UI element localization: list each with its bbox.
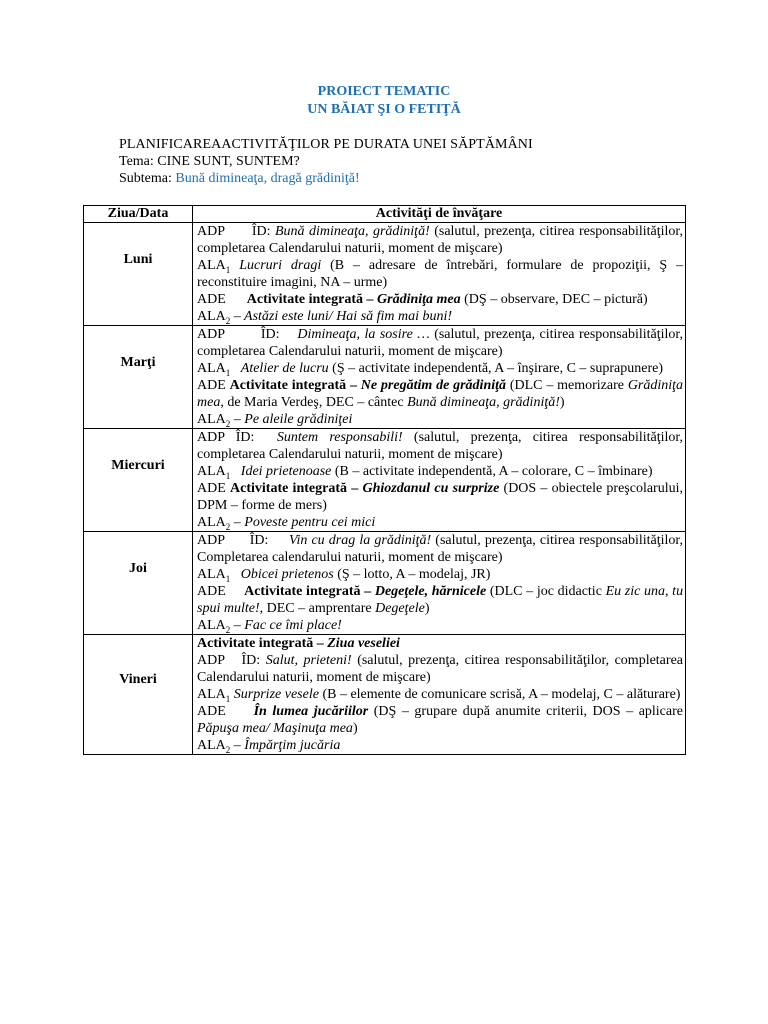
adp-line: ADP ÎD: Salut, prieteni! (salutul, prezenţa, citirea responsabilităţilor, completarea Calendarului naturii, moment de mişcare) xyxy=(197,653,683,685)
table-row xyxy=(84,635,686,755)
project-subtitle: UN BĂIAT ŞI O FETIŢĂ xyxy=(307,102,461,117)
project-title: PROIECT TEMATIC xyxy=(317,84,451,99)
day-cell: Miercuri xyxy=(84,429,193,532)
day-cell: Marţi xyxy=(84,326,193,429)
adp-line: ADP ÎD: Bună dimineaţa, grădiniţă! (salutul, prezenţa, citirea responsabilităţilor, completarea Calendarului naturii, moment de mişcare) xyxy=(197,224,684,256)
theme-label: Tema: xyxy=(119,154,158,169)
table-header-row xyxy=(84,206,686,223)
table-row xyxy=(84,429,686,532)
table-row xyxy=(84,326,686,429)
planning-heading: PLANIFICAREAACTIVITĂŢILOR PE DURATA UNEI SĂPTĂMÂNI xyxy=(119,137,533,152)
ala2-line: $ALA_2$ – Împărţim jucăria xyxy=(197,738,341,755)
ade-line: ADE Activitate integrată – Ne pregătim de grădiniţă (DLC – memorizare Grădiniţa mea, de Maria Verdeş, DEC – cântec Bună dimineaţa, grădiniţă!) xyxy=(197,378,684,410)
activities-cell xyxy=(193,223,686,326)
day-cell: Luni xyxy=(84,223,193,326)
ala2-line: $ALA_2$ – Fac ce îmi place! xyxy=(197,618,342,635)
ala1-line: $ALA_1$ Idei prietenoase (B – activitate independentă, A – colorare, C – îmbinare) xyxy=(197,464,653,481)
subtheme-label: Subtema: xyxy=(119,171,176,186)
ala1-line: $ALA_1$ Surprize vesele (B – elemente de comunicare scrisă, A – modelaj, C – alăturare) xyxy=(197,687,681,704)
ala2-line: $ALA_2$ – Poveste pentru cei mici xyxy=(197,515,376,532)
subtheme-line xyxy=(119,170,360,188)
activities-cell xyxy=(193,635,686,755)
day-cell: Joi xyxy=(84,532,193,635)
ala1-line: $ALA_1$ Obicei prietenos (Ş – lotto, A – modelaj, JR) xyxy=(197,567,491,584)
day-cell: Vineri xyxy=(84,635,193,755)
adp-line: ADP ÎD: Vin cu drag la grădiniţă! (salutul, prezenţa, citirea responsabilităţilor, Completarea calendarului naturii, moment de mişcare) xyxy=(197,533,684,565)
table-row xyxy=(84,223,686,326)
ade-line: ADE Activitate integrată – Ghiozdanul cu surprize (DOS – obiectele preşcolarului, DPM – forme de mers) xyxy=(197,481,684,513)
adp-line: ADP ÎD: Dimineaţa, la sosire … (salutul, prezenţa, citirea responsabilităţilor, completarea Calendarului naturii, moment de mişcare) xyxy=(197,327,684,359)
activities-cell xyxy=(193,532,686,635)
ala2-line: $ALA_2$ – Pe aleile grădiniţei xyxy=(197,412,353,429)
ala1-line: $ALA_1$ Atelier de lucru (Ş – activitate independentă, A – înşirare, C – suprapunere) xyxy=(197,361,664,378)
theme-line xyxy=(119,153,300,171)
ade-line: ADE În lumea jucăriilor (DŞ – grupare după anumite criterii, DOS – aplicare Păpuşa mea/ Maşinuţa mea) xyxy=(197,704,683,736)
table-row xyxy=(84,532,686,635)
activities-cell xyxy=(193,429,686,532)
integrated-line: Activitate integrată – Ziua veseliei xyxy=(197,636,400,651)
activities-cell xyxy=(193,326,686,429)
ala1-line: $ALA_1$ Lucruri dragi (B – adresare de întrebări, formulare de propoziţii, Ş – reconstituire imagini, NA – urme) xyxy=(197,258,684,290)
ade-line: ADE Activitate integrată – Degeţele, hărnicele (DLC – joc didactic Eu zic una, tu spui multe!, DEC – amprentare Degeţele) xyxy=(197,584,684,616)
column-header-activities: Activităţi de învăţare xyxy=(193,206,686,223)
subtheme-value: Bună dimineaţa, dragă grădiniţă! xyxy=(175,171,360,186)
weekly-plan-table xyxy=(83,205,686,755)
adp-line: ADP ÎD: Suntem responsabili! (salutul, prezenţa, citirea responsabilităţilor, completarea Calendarului naturii, moment de mişcare) xyxy=(197,430,684,462)
column-header-day: Ziua/Data xyxy=(84,206,193,223)
ade-line: ADE Activitate integrată – Grădiniţa mea (DŞ – observare, DEC – pictură) xyxy=(197,292,648,307)
ala2-line: $ALA_2$ – Astăzi este luni/ Hai să fim mai buni! xyxy=(197,309,453,326)
theme-value: CINE SUNT, SUNTEM? xyxy=(157,154,300,169)
